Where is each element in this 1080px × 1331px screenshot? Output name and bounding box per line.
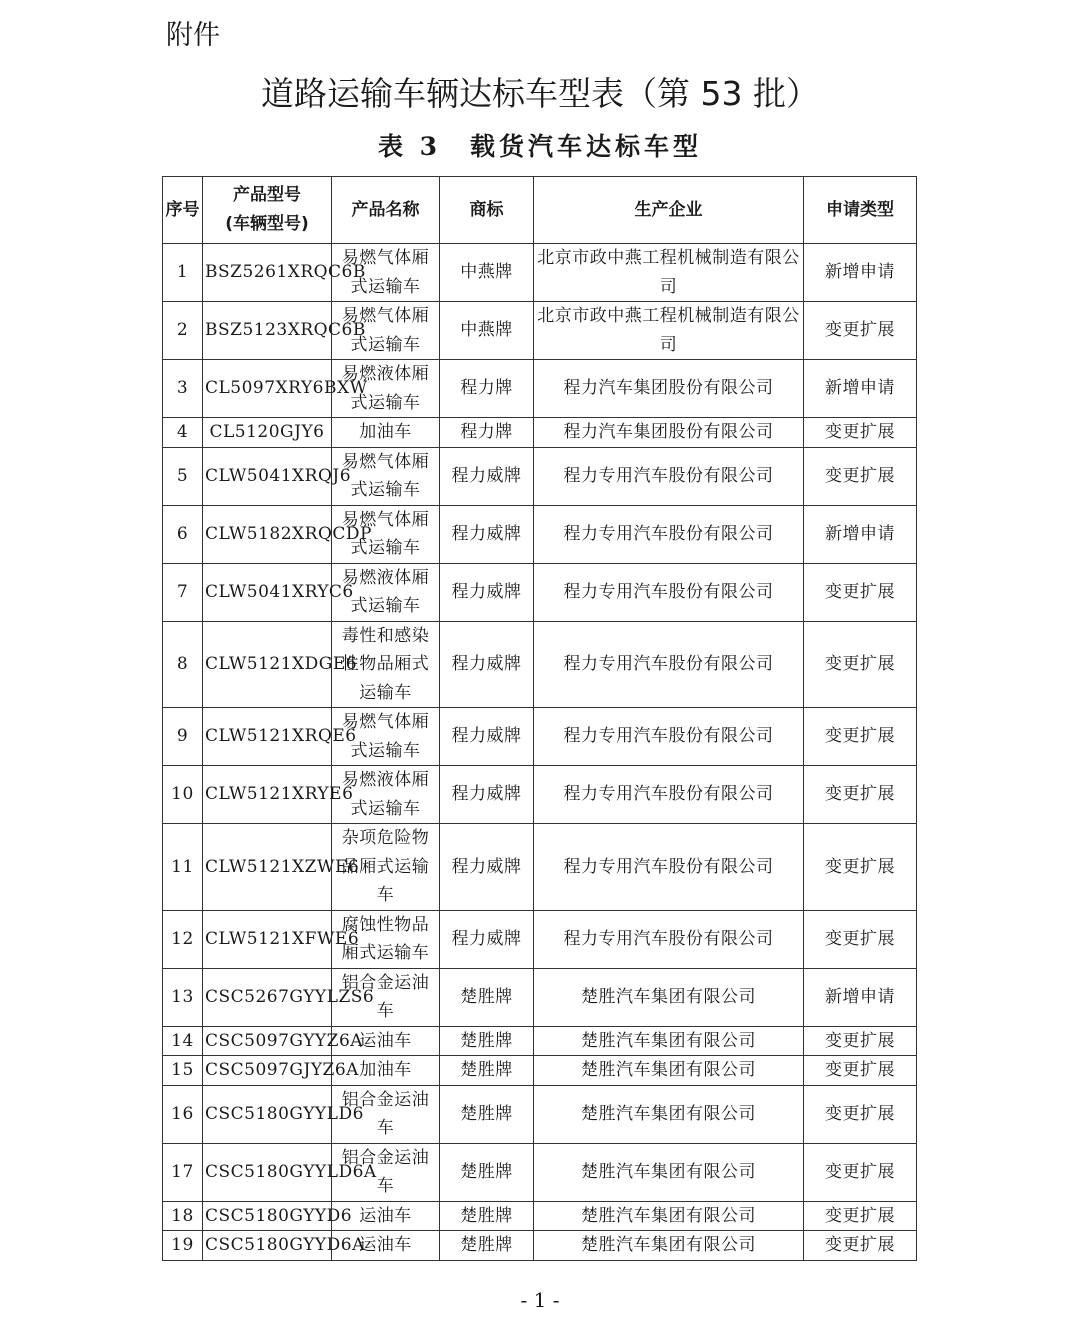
cell-type: 变更扩展 — [804, 766, 917, 824]
cell-maker: 楚胜汽车集团有限公司 — [534, 1231, 804, 1261]
cell-model: BSZ5261XRQC6B — [203, 244, 332, 302]
table-row — [163, 505, 917, 563]
cell-maker: 程力汽车集团股份有限公司 — [534, 418, 804, 448]
cell-seq: 16 — [163, 1085, 203, 1143]
cell-maker: 楚胜汽车集团有限公司 — [534, 1201, 804, 1231]
cell-type: 新增申请 — [804, 360, 917, 418]
cell-maker: 楚胜汽车集团有限公司 — [534, 1143, 804, 1201]
table-title: 表 3 载货汽车达标车型 — [377, 132, 703, 161]
cell-type: 变更扩展 — [804, 1201, 917, 1231]
table-row — [163, 563, 917, 621]
vehicle-table — [162, 176, 917, 1261]
header-model-line1: 产品型号 — [233, 185, 301, 205]
cell-name: 腐蚀性物品厢式运输车 — [332, 910, 440, 968]
cell-name: 易燃液体厢式运输车 — [332, 563, 440, 621]
cell-maker: 程力专用汽车股份有限公司 — [534, 505, 804, 563]
cell-maker: 楚胜汽车集团有限公司 — [534, 1026, 804, 1056]
table-row — [163, 302, 917, 360]
cell-brand: 程力威牌 — [440, 824, 534, 911]
cell-maker: 程力专用汽车股份有限公司 — [534, 824, 804, 911]
table-row — [163, 244, 917, 302]
cell-maker: 程力汽车集团股份有限公司 — [534, 360, 804, 418]
cell-name: 易燃气体厢式运输车 — [332, 302, 440, 360]
cell-seq: 2 — [163, 302, 203, 360]
cell-name: 铝合金运油车 — [332, 1085, 440, 1143]
cell-seq: 15 — [163, 1056, 203, 1086]
cell-model: CSC5097GJYZ6A — [203, 1056, 332, 1086]
table-row — [163, 968, 917, 1026]
cell-seq: 4 — [163, 418, 203, 448]
cell-model: CSC5097GYYZ6A — [203, 1026, 332, 1056]
cell-seq: 14 — [163, 1026, 203, 1056]
cell-type: 变更扩展 — [804, 418, 917, 448]
cell-model: CSC5180GYYD6A — [203, 1231, 332, 1261]
cell-maker: 程力专用汽车股份有限公司 — [534, 447, 804, 505]
cell-name: 铝合金运油车 — [332, 968, 440, 1026]
cell-type: 变更扩展 — [804, 1085, 917, 1143]
cell-name: 易燃气体厢式运输车 — [332, 447, 440, 505]
cell-seq: 12 — [163, 910, 203, 968]
cell-seq: 8 — [163, 621, 203, 708]
cell-seq: 1 — [163, 244, 203, 302]
cell-name: 易燃液体厢式运输车 — [332, 766, 440, 824]
cell-type: 变更扩展 — [804, 824, 917, 911]
cell-type: 变更扩展 — [804, 563, 917, 621]
cell-seq: 9 — [163, 708, 203, 766]
cell-model: CLW5121XRYE6 — [203, 766, 332, 824]
header-name: 产品名称 — [332, 177, 440, 244]
header-model-line2: (车辆型号) — [225, 214, 309, 234]
cell-brand: 程力威牌 — [440, 910, 534, 968]
cell-maker: 楚胜汽车集团有限公司 — [534, 1056, 804, 1086]
cell-maker: 北京市政中燕工程机械制造有限公司 — [534, 244, 804, 302]
cell-type: 变更扩展 — [804, 1026, 917, 1056]
cell-brand: 程力威牌 — [440, 621, 534, 708]
cell-name: 运油车 — [332, 1231, 440, 1261]
cell-model: CLW5041XRYC6 — [203, 563, 332, 621]
cell-maker: 程力专用汽车股份有限公司 — [534, 563, 804, 621]
cell-model: CSC5180GYYLD6A — [203, 1143, 332, 1201]
cell-brand: 程力牌 — [440, 360, 534, 418]
header-brand: 商标 — [440, 177, 534, 244]
cell-brand: 楚胜牌 — [440, 1056, 534, 1086]
cell-name: 易燃液体厢式运输车 — [332, 360, 440, 418]
cell-maker: 楚胜汽车集团有限公司 — [534, 968, 804, 1026]
cell-name: 铝合金运油车 — [332, 1143, 440, 1201]
header-type: 申请类型 — [804, 177, 917, 244]
cell-model: CLW5041XRQJ6 — [203, 447, 332, 505]
cell-brand: 中燕牌 — [440, 244, 534, 302]
cell-maker: 楚胜汽车集团有限公司 — [534, 1085, 804, 1143]
table-row — [163, 1026, 917, 1056]
cell-brand: 程力威牌 — [440, 708, 534, 766]
cell-name: 加油车 — [332, 1056, 440, 1086]
document-title: 道路运输车辆达标车型表（第 53 批） — [261, 74, 819, 113]
cell-name: 毒性和感染性物品厢式运输车 — [332, 621, 440, 708]
cell-model: CSC5267GYYLZS6 — [203, 968, 332, 1026]
table-row — [163, 418, 917, 448]
cell-seq: 19 — [163, 1231, 203, 1261]
table-row — [163, 621, 917, 708]
cell-model: CLW5121XZWE6 — [203, 824, 332, 911]
cell-seq: 6 — [163, 505, 203, 563]
cell-seq: 13 — [163, 968, 203, 1026]
cell-model: CL5097XRY6BXW — [203, 360, 332, 418]
cell-name: 运油车 — [332, 1201, 440, 1231]
cell-name: 加油车 — [332, 418, 440, 448]
cell-brand: 楚胜牌 — [440, 1143, 534, 1201]
table-row — [163, 1143, 917, 1201]
cell-name: 易燃气体厢式运输车 — [332, 708, 440, 766]
cell-seq: 5 — [163, 447, 203, 505]
cell-brand: 楚胜牌 — [440, 1231, 534, 1261]
table-row — [163, 1056, 917, 1086]
cell-seq: 10 — [163, 766, 203, 824]
cell-brand: 楚胜牌 — [440, 1085, 534, 1143]
header-maker: 生产企业 — [534, 177, 804, 244]
table-row — [163, 910, 917, 968]
table-row — [163, 708, 917, 766]
cell-brand: 程力威牌 — [440, 505, 534, 563]
header-seq: 序号 — [163, 177, 203, 244]
cell-maker: 程力专用汽车股份有限公司 — [534, 708, 804, 766]
cell-maker: 程力专用汽车股份有限公司 — [534, 910, 804, 968]
table-header-row — [163, 177, 917, 244]
cell-name: 杂项危险物品厢式运输车 — [332, 824, 440, 911]
cell-brand: 程力牌 — [440, 418, 534, 448]
cell-type: 变更扩展 — [804, 708, 917, 766]
cell-maker: 北京市政中燕工程机械制造有限公司 — [534, 302, 804, 360]
cell-type: 变更扩展 — [804, 302, 917, 360]
table-row — [163, 447, 917, 505]
cell-type: 变更扩展 — [804, 910, 917, 968]
cell-brand: 程力威牌 — [440, 447, 534, 505]
cell-model: BSZ5123XRQC6B — [203, 302, 332, 360]
table-row — [163, 1201, 917, 1231]
table-row — [163, 360, 917, 418]
cell-model: CL5120GJY6 — [203, 418, 332, 448]
cell-model: CSC5180GYYD6 — [203, 1201, 332, 1231]
cell-brand: 程力威牌 — [440, 766, 534, 824]
cell-maker: 程力专用汽车股份有限公司 — [534, 621, 804, 708]
cell-type: 变更扩展 — [804, 621, 917, 708]
table-row — [163, 1085, 917, 1143]
cell-seq: 17 — [163, 1143, 203, 1201]
cell-model: CLW5182XRQCDP — [203, 505, 332, 563]
cell-name: 运油车 — [332, 1026, 440, 1056]
header-model — [203, 177, 332, 244]
cell-model: CLW5121XFWE6 — [203, 910, 332, 968]
cell-seq: 7 — [163, 563, 203, 621]
cell-name: 易燃气体厢式运输车 — [332, 505, 440, 563]
cell-type: 新增申请 — [804, 244, 917, 302]
attachment-label: 附件 — [166, 20, 220, 51]
cell-type: 变更扩展 — [804, 1056, 917, 1086]
cell-model: CLW5121XRQE6 — [203, 708, 332, 766]
table-row — [163, 1231, 917, 1261]
cell-seq: 18 — [163, 1201, 203, 1231]
cell-model: CSC5180GYYLD6 — [203, 1085, 332, 1143]
cell-type: 新增申请 — [804, 968, 917, 1026]
cell-type: 新增申请 — [804, 505, 917, 563]
cell-type: 变更扩展 — [804, 1143, 917, 1201]
cell-brand: 楚胜牌 — [440, 1201, 534, 1231]
page-number: - 1 - — [520, 1288, 560, 1312]
cell-name: 易燃气体厢式运输车 — [332, 244, 440, 302]
cell-model: CLW5121XDGE6 — [203, 621, 332, 708]
cell-type: 变更扩展 — [804, 1231, 917, 1261]
table-row — [163, 766, 917, 824]
cell-seq: 11 — [163, 824, 203, 911]
cell-brand: 楚胜牌 — [440, 968, 534, 1026]
cell-maker: 程力专用汽车股份有限公司 — [534, 766, 804, 824]
cell-brand: 中燕牌 — [440, 302, 534, 360]
cell-brand: 程力威牌 — [440, 563, 534, 621]
table-row — [163, 824, 917, 911]
cell-type: 变更扩展 — [804, 447, 917, 505]
cell-brand: 楚胜牌 — [440, 1026, 534, 1056]
cell-seq: 3 — [163, 360, 203, 418]
